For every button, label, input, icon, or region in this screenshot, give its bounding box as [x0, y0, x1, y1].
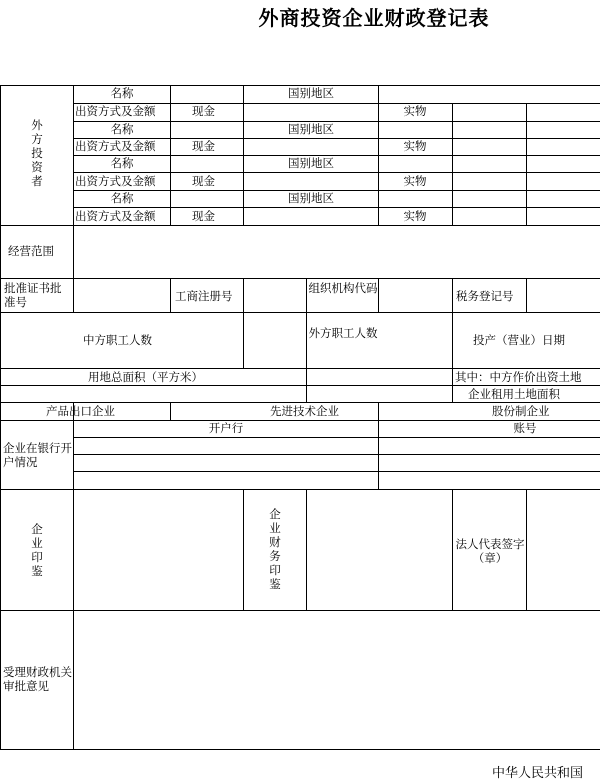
- finance-seal-label: 企业财务印鉴: [269, 507, 281, 591]
- approval-number-label: 批准证书批准号: [4, 281, 62, 309]
- investor-name-label: 名称: [110, 122, 134, 136]
- investor-group-label: 外方投资者: [31, 118, 43, 188]
- investor-method-label: 出资方式及金额: [75, 174, 156, 188]
- investor-cash-label: 现金: [192, 174, 215, 188]
- investor-country-label: 国别地区: [288, 191, 334, 205]
- investor-country-label: 国别地区: [288, 122, 334, 136]
- investor-method-label: 出资方式及金额: [75, 209, 156, 223]
- land-invest-label: 其中：中方作价出资土地: [455, 371, 582, 384]
- land-lease-label: 企业租用土地面积: [468, 387, 560, 401]
- investor-cash-label: 现金: [192, 139, 215, 153]
- bank-name-label: 开户行: [208, 421, 244, 435]
- investor-cash-label: 现金: [192, 209, 215, 223]
- investor-name-label: 名称: [110, 156, 134, 170]
- business-reg-label: 工商注册号: [175, 289, 233, 303]
- bank-account-label: 企业在银行开户情况: [3, 441, 72, 469]
- investor-cash-label: 现金: [192, 104, 215, 118]
- advanced-tech-label: 先进技术企业: [270, 404, 339, 418]
- domestic-staff-label: 中方职工人数: [83, 333, 152, 347]
- foreign-staff-label: 外方职工人数: [308, 326, 378, 340]
- investor-country-label: 国别地区: [288, 86, 334, 100]
- account-number-label: 账号: [513, 421, 537, 435]
- enterprise-seal-label: 企业印鉴: [31, 522, 43, 578]
- business-scope-label: 经营范围: [8, 244, 54, 258]
- investor-name-label: 名称: [110, 86, 134, 100]
- org-code-label: 组织机构代码: [308, 281, 378, 295]
- joint-stock-label: 股份制企业: [492, 404, 550, 418]
- investor-name-label: 名称: [110, 191, 134, 205]
- footer-text: 中华人民共和国: [492, 766, 584, 781]
- investor-goods-label: 实物: [403, 139, 427, 153]
- export-enterprise-label: 产品出口企业: [46, 404, 115, 418]
- tax-reg-label: 税务登记号: [456, 289, 514, 303]
- investor-goods-label: 实物: [403, 104, 427, 118]
- production-date-label: 投产（营业）日期: [473, 333, 565, 347]
- legal-rep-signature-label: 法人代表签字（章）: [455, 537, 525, 565]
- land-area-label: 用地总面积（平方米）: [88, 370, 203, 384]
- investor-country-label: 国别地区: [288, 156, 334, 170]
- form-title: 外商投资企业财政登记表: [258, 6, 490, 30]
- investor-method-label: 出资方式及金额: [75, 139, 156, 153]
- investor-goods-label: 实物: [403, 209, 427, 223]
- approval-opinion-label: 受理财政机关审批意见: [3, 665, 72, 693]
- investor-method-label: 出资方式及金额: [75, 104, 156, 118]
- investor-goods-label: 实物: [403, 174, 427, 188]
